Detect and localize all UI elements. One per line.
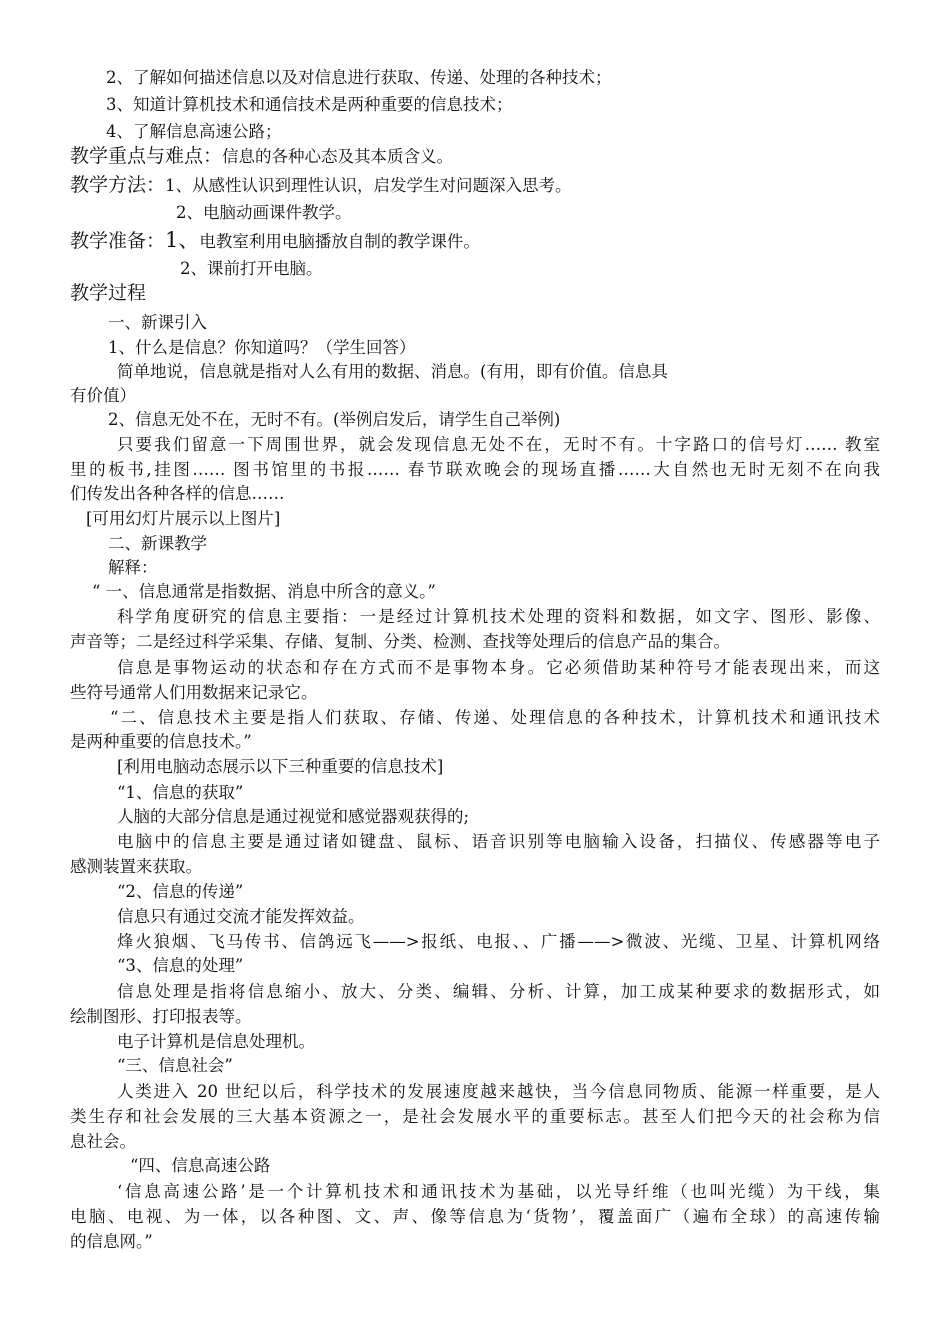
- topic-1-paragraph-2-line-2: 感测装置来获取。: [70, 857, 202, 876]
- topic-1-paragraph-1: 人脑的大部分信息是通过视觉和感觉器观获得的;: [117, 807, 470, 826]
- paragraph-2-line-2: 里的板书,挂图…… 图书馆里的书报…… 春节联欢晚会的现场直播……大自然也无时无刻不在向我: [70, 460, 880, 479]
- paragraph-2-line-3: 们传发出各种各样的信息……: [70, 484, 285, 503]
- paragraph-6-line-1: ‘信息高速公路’是一个计算机技术和通讯技术为基础，以光导纤维（也叫光缆）为干线，集: [117, 1182, 880, 1201]
- objective-item-3: 3、知道计算机技术和通信技术是两种重要的信息技术；: [106, 95, 513, 114]
- section-1-title: 一、新课引入: [108, 313, 207, 332]
- topic-3-paragraph-2: 电子计算机是信息处理机。: [117, 1032, 315, 1051]
- paragraph-1-line-2: 有价值）: [70, 386, 136, 405]
- preparation-item-1-number: 1、: [165, 228, 200, 252]
- question-1: 1、什么是信息？你知道吗？（学生回答）: [108, 338, 416, 357]
- definition-1: “ 一、信息通常是指数据、消息中所含的意义。”: [92, 582, 436, 601]
- key-points-label: 教学重点与难点：: [70, 145, 223, 167]
- definition-2-line-2: 是两种重要的信息技术。”: [70, 732, 252, 751]
- methods-item-2: 2、电脑动画课件教学。: [176, 203, 352, 222]
- paragraph-1-line-1: 简单地说，信息就是指对人么有用的数据、消息。(有用，即有价值。信息具: [117, 362, 668, 381]
- methods-label: 教学方法：: [70, 174, 166, 196]
- methods-item-1: 1、从感性认识到理性认识，启发学生对问题深入思考。: [165, 176, 572, 195]
- note-slides: [可用幻灯片展示以上图片]: [86, 509, 281, 528]
- objective-item-2: 2、了解如何描述信息以及对信息进行获取、传递、处理的各种技术；: [106, 68, 612, 87]
- topic-2-paragraph-1: 信息只有通过交流才能发挥效益。: [117, 907, 365, 926]
- paragraph-6-line-3: 的信息网。”: [70, 1232, 153, 1251]
- preparation-item-2: 2、课前打开电脑。: [180, 259, 323, 278]
- paragraph-5-line-3: 息社会。: [70, 1132, 136, 1151]
- process-title: 教学过程: [70, 282, 147, 304]
- topic-1-paragraph-2-line-1: 电脑中的信息主要是通过诸如键盘、鼠标、语音识别等电脑输入设备，扫描仪、传感器等电子: [117, 832, 880, 851]
- paragraph-5-line-1: 人类进入 20 世纪以后，科学技术的发展速度越来越快，当今信息同物质、能源一样重要，是人: [117, 1082, 880, 1101]
- methods-line: [70, 173, 572, 198]
- topic-2-title: “2、信息的传递”: [117, 882, 244, 901]
- topic-3-paragraph-1-line-2: 绘制图形、打印报表等。: [70, 1007, 252, 1026]
- topic-3-title: “3、信息的处理”: [117, 956, 244, 975]
- paragraph-2-line-1: 只要我们留意一下周围世界，就会发现信息无处不在，无时不有。十字路口的信号灯…… 教室: [117, 435, 880, 454]
- key-points-text: 信息的各种心态及其本质含义。: [222, 147, 454, 166]
- key-points-line: [70, 144, 453, 169]
- paragraph-3-line-1: 科学角度研究的信息主要指：一是经过计算机技术处理的资料和数据，如文字、图形、影像、: [117, 607, 880, 626]
- definition-4: “四、信息高速公路: [130, 1156, 271, 1175]
- section-2-title: 二、新课教学: [108, 534, 207, 553]
- definition-2-line-1: “二、信息技术主要是指人们获取、存储、传递、处理信息的各种技术，计算机技术和通讯技术: [110, 708, 880, 727]
- definition-3: “三、信息社会”: [117, 1056, 233, 1075]
- paragraph-4-line-2: 些符号通常人们用数据来记录它。: [70, 683, 318, 702]
- preparation-line: [70, 228, 480, 254]
- explain-label: 解释：: [108, 558, 158, 577]
- topic-2-paragraph-2: 烽火狼烟、飞马传书、信鸽远飞——>报纸、电报、、广播——>微波、光缆、卫星、计算机网络: [117, 932, 880, 951]
- preparation-item-1-text: 电教室利用电脑播放自制的教学课件。: [199, 232, 480, 251]
- preparation-label: 教学准备：: [70, 230, 166, 252]
- paragraph-5-line-2: 类生存和社会发展的三大基本资源之一，是社会发展水平的重要标志。甚至人们把今天的社会称为信: [70, 1107, 880, 1126]
- question-2: 2、信息无处不在，无时不有。(举例启发后，请学生自己举例): [108, 410, 561, 429]
- paragraph-4-line-1: 信息是事物运动的状态和存在方式而不是事物本身。它必须借助某种符号才能表现出来，而这: [117, 658, 880, 677]
- objective-item-4: 4、了解信息高速公路；: [106, 122, 282, 141]
- paragraph-3-line-2: 声音等；二是经过科学采集、存储、复制、分类、检测、查找等处理后的信息产品的集合。: [70, 632, 730, 651]
- paragraph-6-line-2: 电脑、电视、为一体，以各种图、文、声、像等信息为‘货物’，覆盖面广（遍布全球）的高速传输: [70, 1207, 880, 1226]
- note-animation: [利用电脑动态展示以下三种重要的信息技术]: [117, 757, 444, 776]
- topic-1-title: “1、信息的获取”: [117, 783, 244, 802]
- topic-3-paragraph-1-line-1: 信息处理是指将信息缩小、放大、分类、编辑、分析、计算，加工成某种要求的数据形式，如: [117, 982, 880, 1001]
